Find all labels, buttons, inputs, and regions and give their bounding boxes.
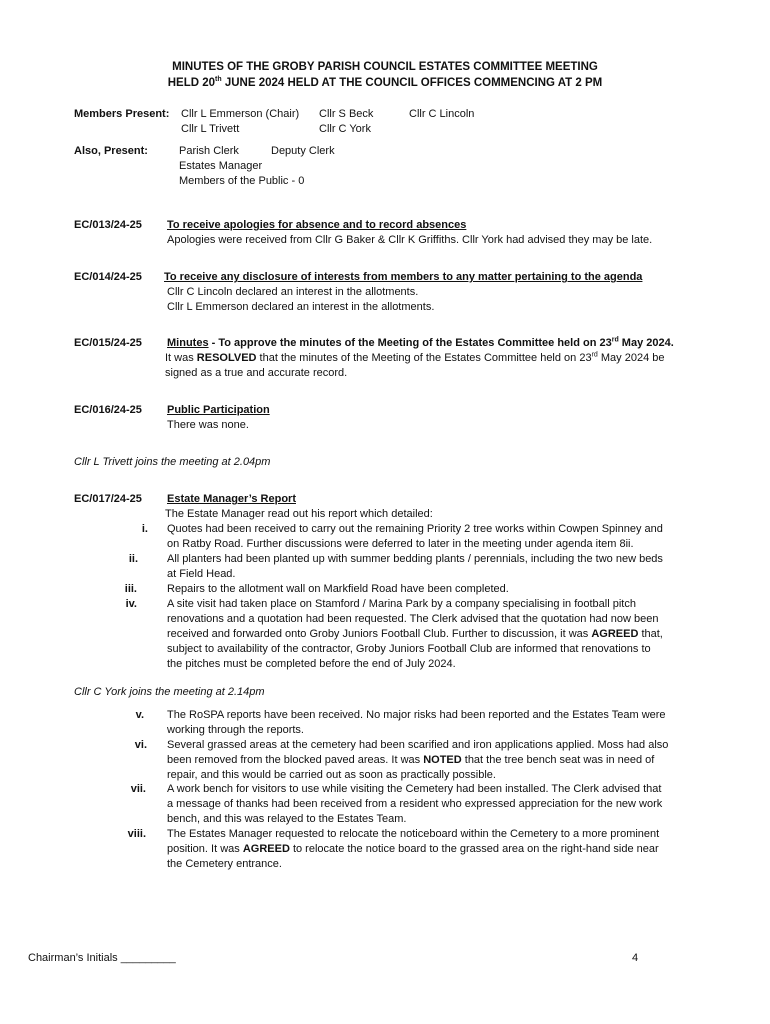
point-text-line: on Ratby Road. Further discussions were deferred to later in the meeting under agenda item 8ii.: [167, 538, 634, 550]
point-text-line: at Field Head.: [167, 568, 236, 580]
item-ref-ec015: EC/015/24-25: [74, 337, 142, 349]
point-text-line: subject to availability of the contractor, Groby Juniors Football Club are informed that renovations to: [167, 643, 651, 655]
item-heading-ec015: Minutes - To approve the minutes of the Meeting of the Estates Committee held on 23rd May 2024.: [167, 336, 674, 349]
point-text-line: Repairs to the allotment wall on Markfield Road have been completed.: [167, 583, 509, 595]
attendee-name: Members of the Public - 0: [179, 175, 305, 187]
point-number: v.: [135, 709, 144, 721]
attendee-name: Estates Manager: [179, 160, 263, 172]
member-name: Cllr L Trivett: [181, 123, 240, 135]
member-name: Cllr C Lincoln: [409, 108, 475, 120]
attendee-name: Deputy Clerk: [271, 145, 335, 157]
item-heading-ec014: To receive any disclosure of interests from members to any matter pertaining to the agenda: [164, 271, 643, 283]
item-ref-ec016: EC/016/24-25: [74, 404, 142, 416]
point-number: ii.: [128, 553, 138, 565]
point-number: viii.: [127, 828, 146, 840]
point-text-line: repair, and this would be carried out as soon as practically possible.: [167, 769, 496, 781]
item-text-ec014-line2: Cllr L Emmerson declared an interest in the allotments.: [167, 301, 435, 313]
attendance-note-trivett: Cllr L Trivett joins the meeting at 2.04pm: [74, 456, 271, 468]
chairmans-initials: Chairman’s Initials _________: [28, 952, 176, 964]
point-text-line: position. It was AGREED to relocate the notice board to the grassed area on the right-hand side near: [167, 843, 659, 855]
point-number: iv.: [125, 598, 137, 610]
point-text-line: been removed from the blocked paved areas. It was NOTED that the tree bench seat was in need of: [167, 754, 655, 766]
point-text-line: A work bench for visitors to use while visiting the Cemetery had been installed. The Clerk advised that: [167, 783, 662, 795]
point-text-line: received and forwarded onto Groby Juniors Football Club. Further to discussion, it was AGREED that,: [167, 628, 663, 640]
point-number: i.: [141, 523, 148, 535]
item-ref-ec017: EC/017/24-25: [74, 493, 142, 505]
point-number: vii.: [130, 783, 146, 795]
member-name: Cllr L Emmerson (Chair): [181, 108, 300, 120]
point-text-line: bench, and this was relayed to the Estates Team.: [167, 813, 407, 825]
item-text-ec017-intro: The Estate Manager read out his report which detailed:: [165, 508, 433, 520]
item-text-ec015-line2: signed as a true and accurate record.: [165, 367, 348, 379]
document-title-line1: MINUTES OF THE GROBY PARISH COUNCIL ESTATES COMMITTEE MEETING: [172, 61, 598, 73]
point-number: vi.: [134, 739, 147, 751]
item-heading-ec017: Estate Manager’s Report: [167, 493, 296, 505]
point-text-line: the pitches must be completed before the end of July 2024.: [167, 658, 456, 670]
point-text-line: The Estates Manager requested to relocate the noticeboard within the Cemetery to a more prominent: [167, 828, 660, 840]
point-text-line: Several grassed areas at the cemetery had been scarified and iron applications applied. Moss had also: [167, 739, 669, 751]
point-text-line: the Cemetery entrance.: [167, 858, 282, 870]
point-text-line: a message of thanks had been received from a resident who expressed appreciation for the new work: [167, 798, 663, 810]
page-number: 4: [632, 952, 639, 964]
point-text-line: A site visit had taken place on Stamford / Marina Park by a company specialising in football pitch: [167, 598, 636, 610]
item-text-ec014-line1: Cllr C Lincoln declared an interest in the allotments.: [167, 286, 419, 298]
point-text-line: Quotes had been received to carry out the remaining Priority 2 tree works within Cowpen Spinney and: [167, 523, 663, 535]
point-text-line: All planters had been planted up with summer bedding plants / perennials, including the two new beds: [167, 553, 663, 565]
document-title-line2: HELD 20th JUNE 2024 HELD AT THE COUNCIL OFFICES COMMENCING AT 2 PM: [167, 76, 603, 89]
point-text-line: renovations and a quotation had been requested. The Clerk advised that the quotation had now been: [167, 613, 659, 625]
member-name: Cllr C York: [319, 123, 371, 135]
item-text-ec013: Apologies were received from Cllr G Baker & Cllr K Griffiths. Cllr York had advised they may be late.: [167, 234, 653, 246]
attendance-note-york: Cllr C York joins the meeting at 2.14pm: [74, 686, 265, 698]
item-heading-ec013: To receive apologies for absence and to record absences: [167, 219, 467, 231]
also-present-label: Also, Present:: [74, 145, 148, 157]
members-present-label: Members Present:: [74, 108, 170, 120]
item-heading-ec016: Public Participation: [167, 404, 270, 416]
item-text-ec016: There was none.: [167, 419, 249, 431]
point-number: iii.: [124, 583, 137, 595]
member-name: Cllr S Beck: [319, 108, 374, 120]
item-text-ec015-line1: It was RESOLVED that the minutes of the Meeting of the Estates Committee held on 23rd May 2024 be: [165, 351, 665, 364]
point-text-line: working through the reports.: [167, 724, 304, 736]
item-ref-ec014: EC/014/24-25: [74, 271, 142, 283]
item-ref-ec013: EC/013/24-25: [74, 219, 142, 231]
point-text-line: The RoSPA reports have been received. No major risks had been reported and the Estates Team were: [167, 709, 666, 721]
attendee-name: Parish Clerk: [179, 145, 239, 157]
